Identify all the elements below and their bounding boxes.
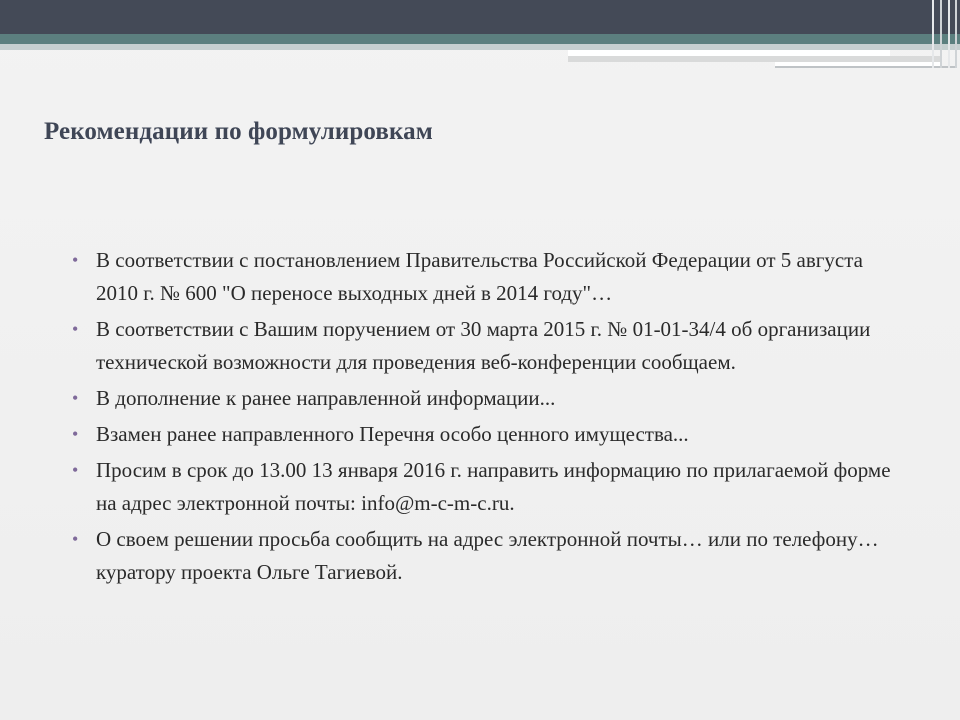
bullet-item [70, 523, 910, 589]
bullet-marker-icon: • [72, 250, 79, 270]
slide-title: Рекомендации по формулировкам [44, 118, 433, 145]
bullet-marker-icon: • [72, 529, 79, 549]
bullet-item [70, 244, 910, 310]
bullet-text: В соответствии с постановлением Правительства Российской Федерации от 5 августа 2010 г. № 600 "О переносе выходных дней в 2014 году"… [96, 248, 863, 305]
header-vertical-stripe [948, 0, 950, 68]
bullet-item [70, 382, 910, 415]
bullet-marker-icon: • [72, 319, 79, 339]
bullet-marker-icon: • [72, 424, 79, 444]
bullet-item [70, 454, 910, 520]
header-vertical-stripe [955, 0, 957, 68]
header-vertical-stripe [940, 0, 942, 68]
bullet-text: Просим в срок до 13.00 13 января 2016 г. направить информацию по прилагаемой форме на адрес электронной почты: info@m-c-m-c.ru. [96, 458, 891, 515]
bullet-text: В дополнение к ранее направленной информации... [96, 386, 556, 410]
bullet-text: В соответствии с Вашим поручением от 30 марта 2015 г. № 01-01-34/4 об организации технической возможности для проведения веб-конференции сообщаем. [96, 317, 871, 374]
bullet-item [70, 418, 910, 451]
bullet-marker-icon: • [72, 388, 79, 408]
header-accent-line [775, 66, 955, 68]
bullet-text: О своем решении просьба сообщить на адрес электронной почты… или по телефону… куратору проекта Ольге Тагиевой. [96, 527, 879, 584]
bullet-item [70, 313, 910, 379]
bullet-marker-icon: • [72, 460, 79, 480]
header-band-teal [0, 34, 960, 44]
header-vertical-stripe [932, 0, 934, 68]
bullet-text: Взамен ранее направленного Перечня особо ценного имущества... [96, 422, 689, 446]
bullet-list [70, 244, 910, 592]
header-band-dark [0, 0, 960, 34]
